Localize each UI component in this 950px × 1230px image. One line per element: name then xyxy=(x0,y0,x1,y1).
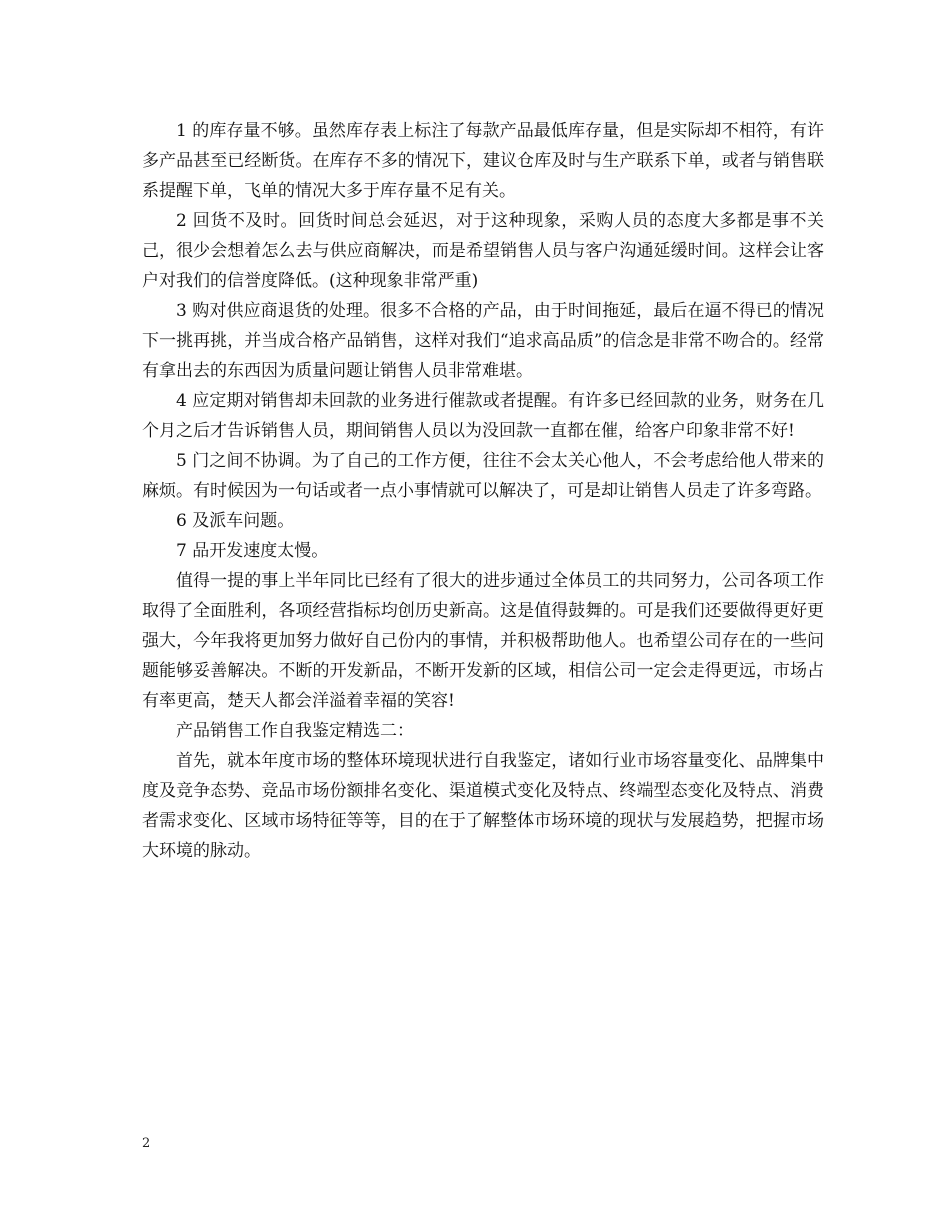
paragraph-returns: 3 购对供应商退货的处理。很多不合格的产品，由于时间拖延，最后在逼不得已的情况下一挑再挑，并当成合格产品销售，这样对我们“追求高品质”的信念是非常不吻合的。经常有拿出去的东西因为质量问题让销售人员非常难堪。 xyxy=(142,301,824,381)
page-number: 2 xyxy=(142,1136,151,1151)
paragraph-collections: 4 应定期对销售却未回款的业务进行催款或者提醒。有许多已经回款的业务，财务在几个月之后才告诉销售人员，期间销售人员以为没回款一直都在催，给客户印象非常不好! xyxy=(142,391,824,441)
paragraph-market-review: 首先，就本年度市场的整体环境现状进行自我鉴定，诸如行业市场容量变化、品牌集中度及竞争态势、竞品市场份额排名变化、渠道模式变化及特点、终端型态变化及特点、消费者需求变化、区域市场特征等等，目的在于了解整体市场环境的现状与发展趋势，把握市场大环境的脉动。 xyxy=(142,751,824,861)
paragraph-development: 7 品开发速度太慢。 xyxy=(176,541,329,561)
paragraph-summary: 值得一提的事上半年同比已经有了很大的进步通过全体员工的共同努力，公司各项工作取得了全面胜利，各项经营指标均创历史新高。这是值得鼓舞的。可是我们还要做得更好更强大，今年我将更加努力做好自己份内的事情，并积极帮助他人。也希望公司存在的一些问题能够妥善解决。不断的开发新品，不断开发新的区域，相信公司一定会走得更远，市场占有率更高，楚天人都会洋溢着幸福的笑容! xyxy=(142,571,824,711)
section-heading: 产品销售工作自我鉴定精选二： xyxy=(176,721,414,741)
paragraph-inventory: 1 的库存量不够。虽然库存表上标注了每款产品最低库存量，但是实际却不相符，有许多产品甚至已经断货。在库存不多的情况下，建议仓库及时与生产联系下单，或者与销售联系提醒下单，飞单的情况大多于库存量不足有关。 xyxy=(142,121,824,201)
paragraph-delivery: 2 回货不及时。回货时间总会延迟，对于这种现象，采购人员的态度大多都是事不关己，很少会想着怎么去与供应商解决，而是希望销售人员与客户沟通延缓时间。这样会让客户对我们的信誉度降低。(这种现象非常严重) xyxy=(142,211,824,291)
document-body xyxy=(142,116,824,866)
paragraph-coordination: 5 门之间不协调。为了自己的工作方便，往往不会太关心他人，不会考虑给他人带来的麻烦。有时候因为一句话或者一点小事情就可以解决了，可是却让销售人员走了许多弯路。 xyxy=(142,451,824,501)
paragraph-dispatch: 6 及派车问题。 xyxy=(176,511,295,531)
